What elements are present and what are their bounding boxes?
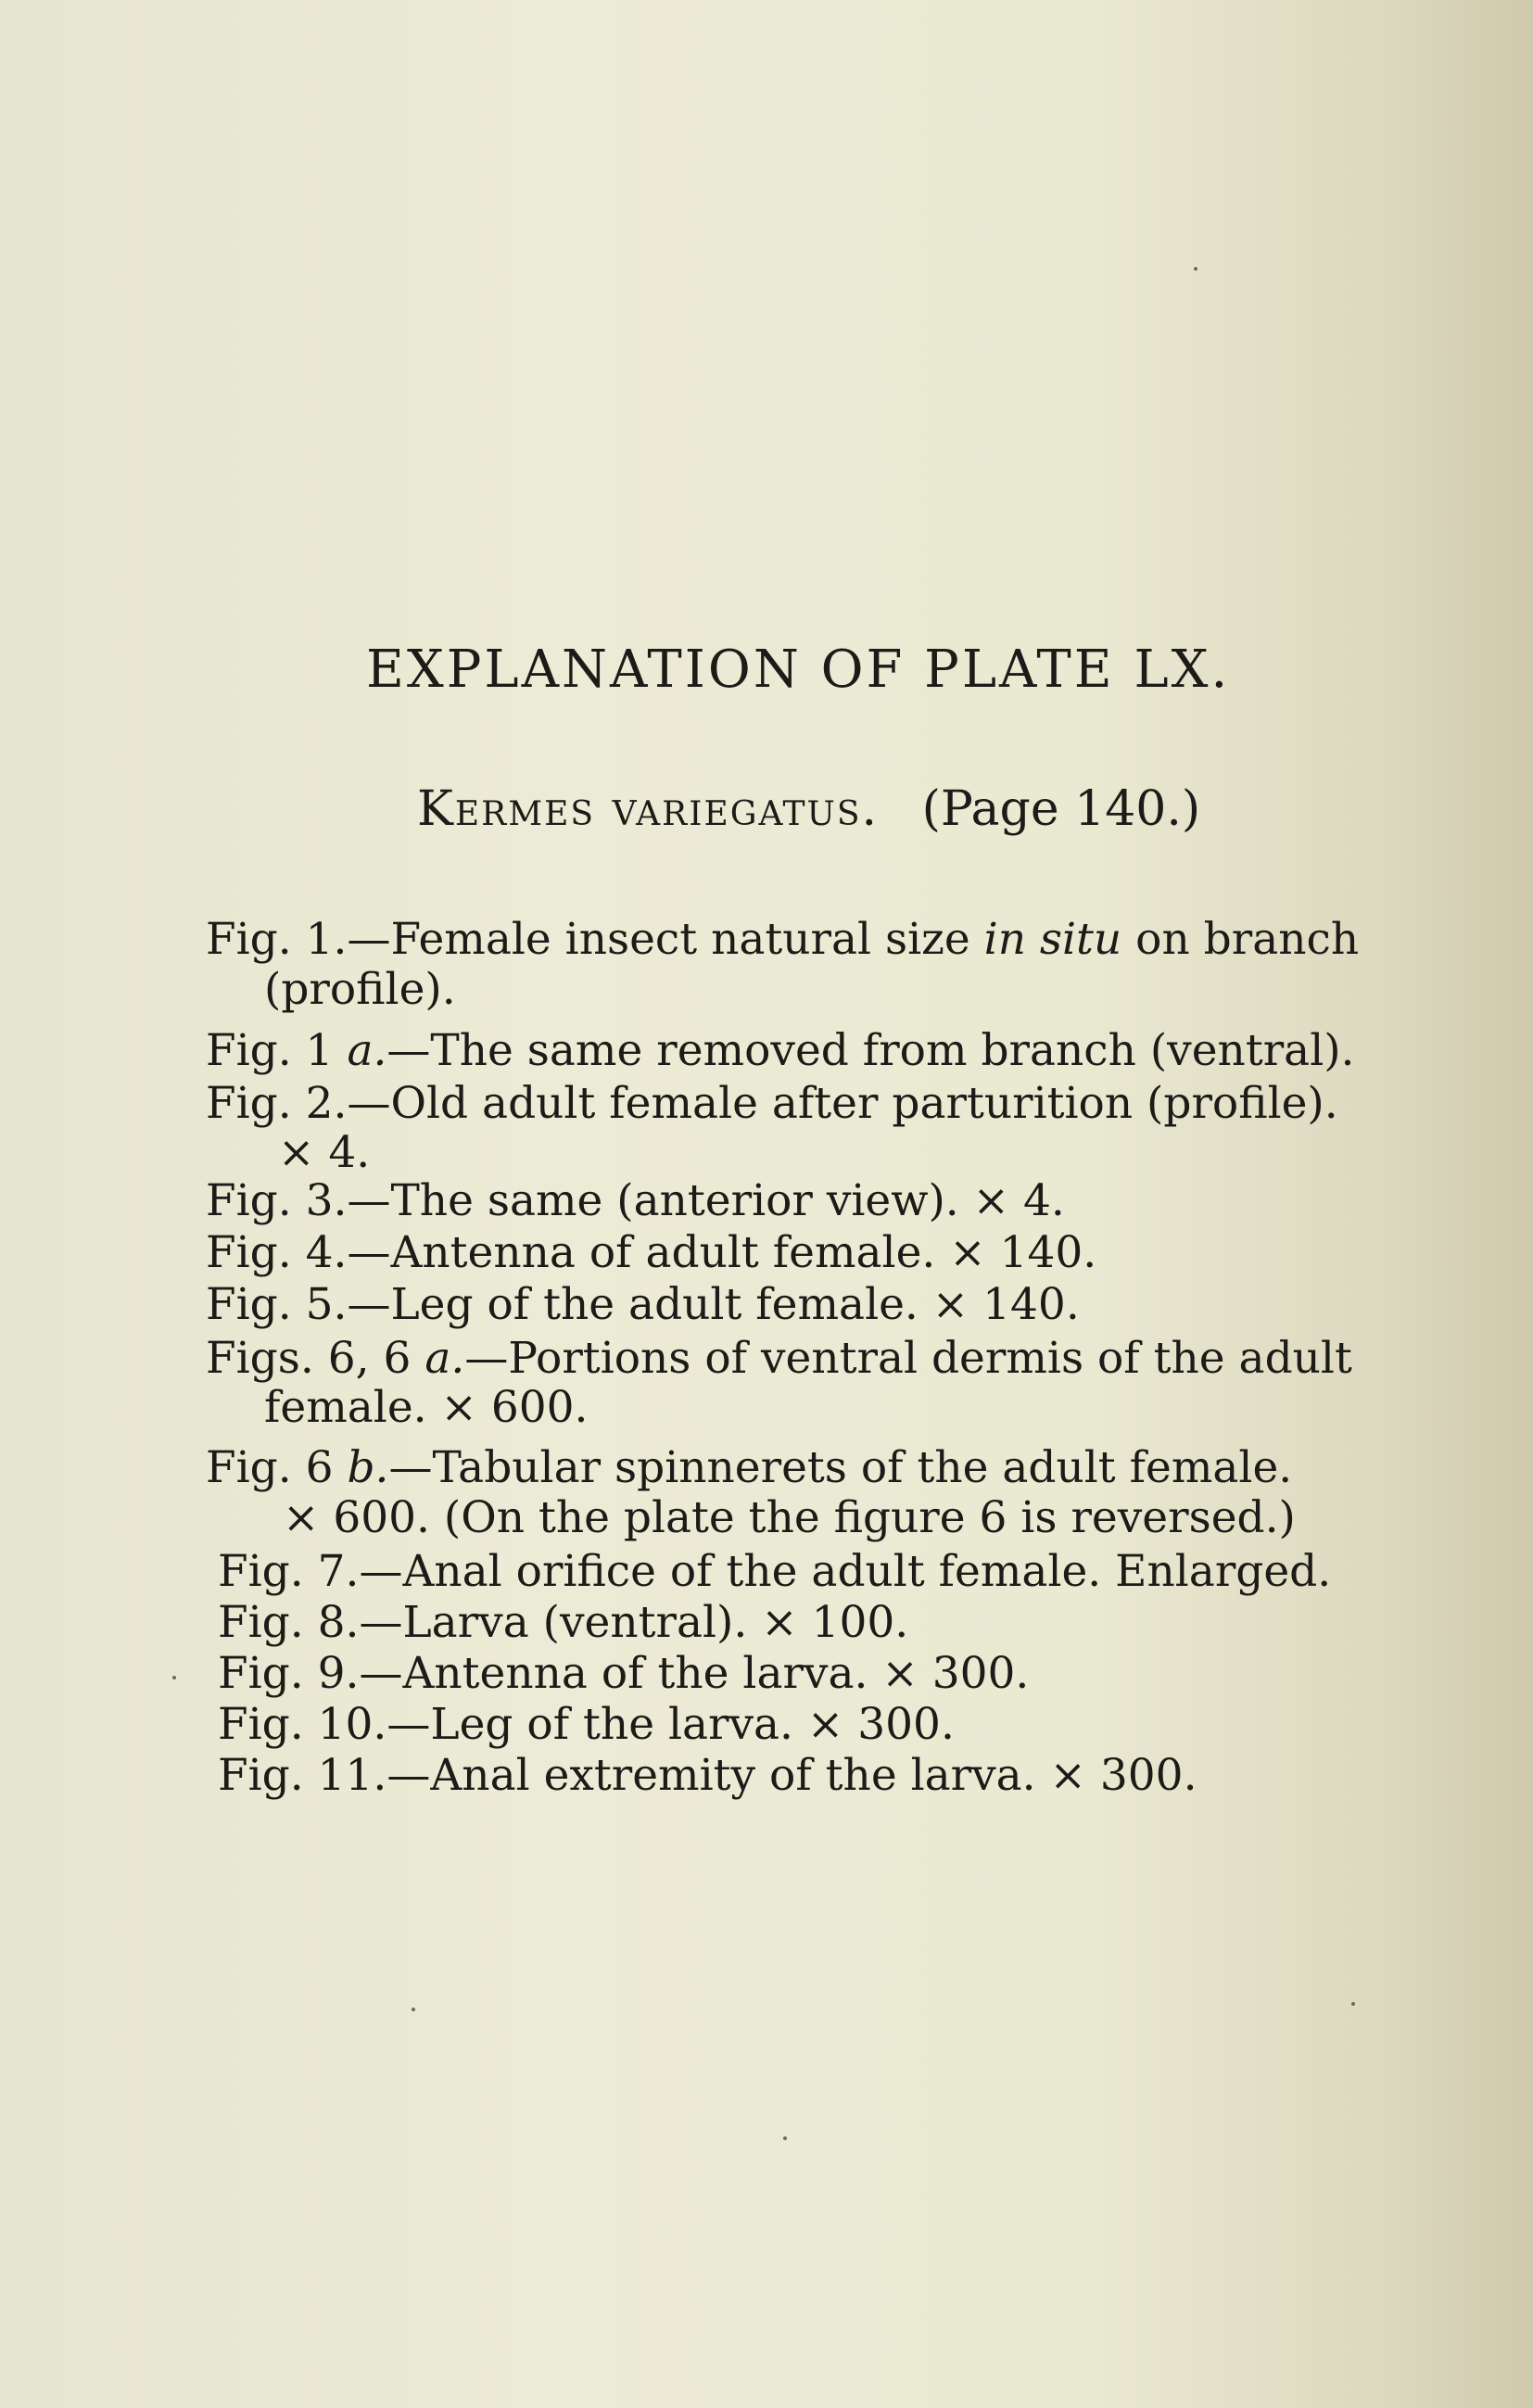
figure-line: Fig. 6 b.—Tabular spinnerets of the adult female. [206, 1442, 1293, 1493]
figure-line: Fig. 2.—Old adult female after parturition (profile). [206, 1078, 1338, 1129]
species-name: Kermes variegatus. [417, 781, 880, 837]
paper-speck [1194, 267, 1197, 271]
paper-speck [172, 1676, 176, 1679]
figure-line: × 4. [278, 1127, 371, 1178]
figure-line: Fig. 3.—The same (anterior view). × 4. [206, 1175, 1065, 1226]
figure-line: Fig. 1.—Female insect natural size in situ on branch [206, 914, 1360, 965]
plate-title: EXPLANATION OF PLATE LX. [366, 640, 1231, 700]
figure-line: Fig. 11.—Anal extremity of the larva. × 300. [218, 1750, 1197, 1801]
paper-speck [783, 2136, 787, 2140]
figure-line: × 600. (On the plate the figure 6 is reversed.) [283, 1492, 1296, 1543]
figure-line: (profile). [264, 964, 456, 1015]
figure-line: Figs. 6, 6 a.—Portions of ventral dermis of the adult [206, 1333, 1352, 1384]
paper-speck [412, 2008, 415, 2011]
figure-line: Fig. 7.—Anal orifice of the adult female. Enlarged. [218, 1546, 1332, 1597]
figure-line: Fig. 5.—Leg of the adult female. × 140. [206, 1279, 1080, 1330]
figure-line: female. × 600. [264, 1382, 589, 1433]
figure-line: Fig. 4.—Antenna of adult female. × 140. [206, 1227, 1097, 1278]
page-reference: (Page 140.) [921, 781, 1201, 837]
figure-line: Fig. 10.—Leg of the larva. × 300. [218, 1699, 955, 1750]
figure-line: Fig. 1 a.—The same removed from branch (ventral). [206, 1025, 1355, 1076]
figure-line: Fig. 9.—Antenna of the larva. × 300. [218, 1648, 1030, 1699]
paper-speck [1351, 2002, 1355, 2006]
figure-line: Fig. 8.—Larva (ventral). × 100. [218, 1597, 909, 1648]
